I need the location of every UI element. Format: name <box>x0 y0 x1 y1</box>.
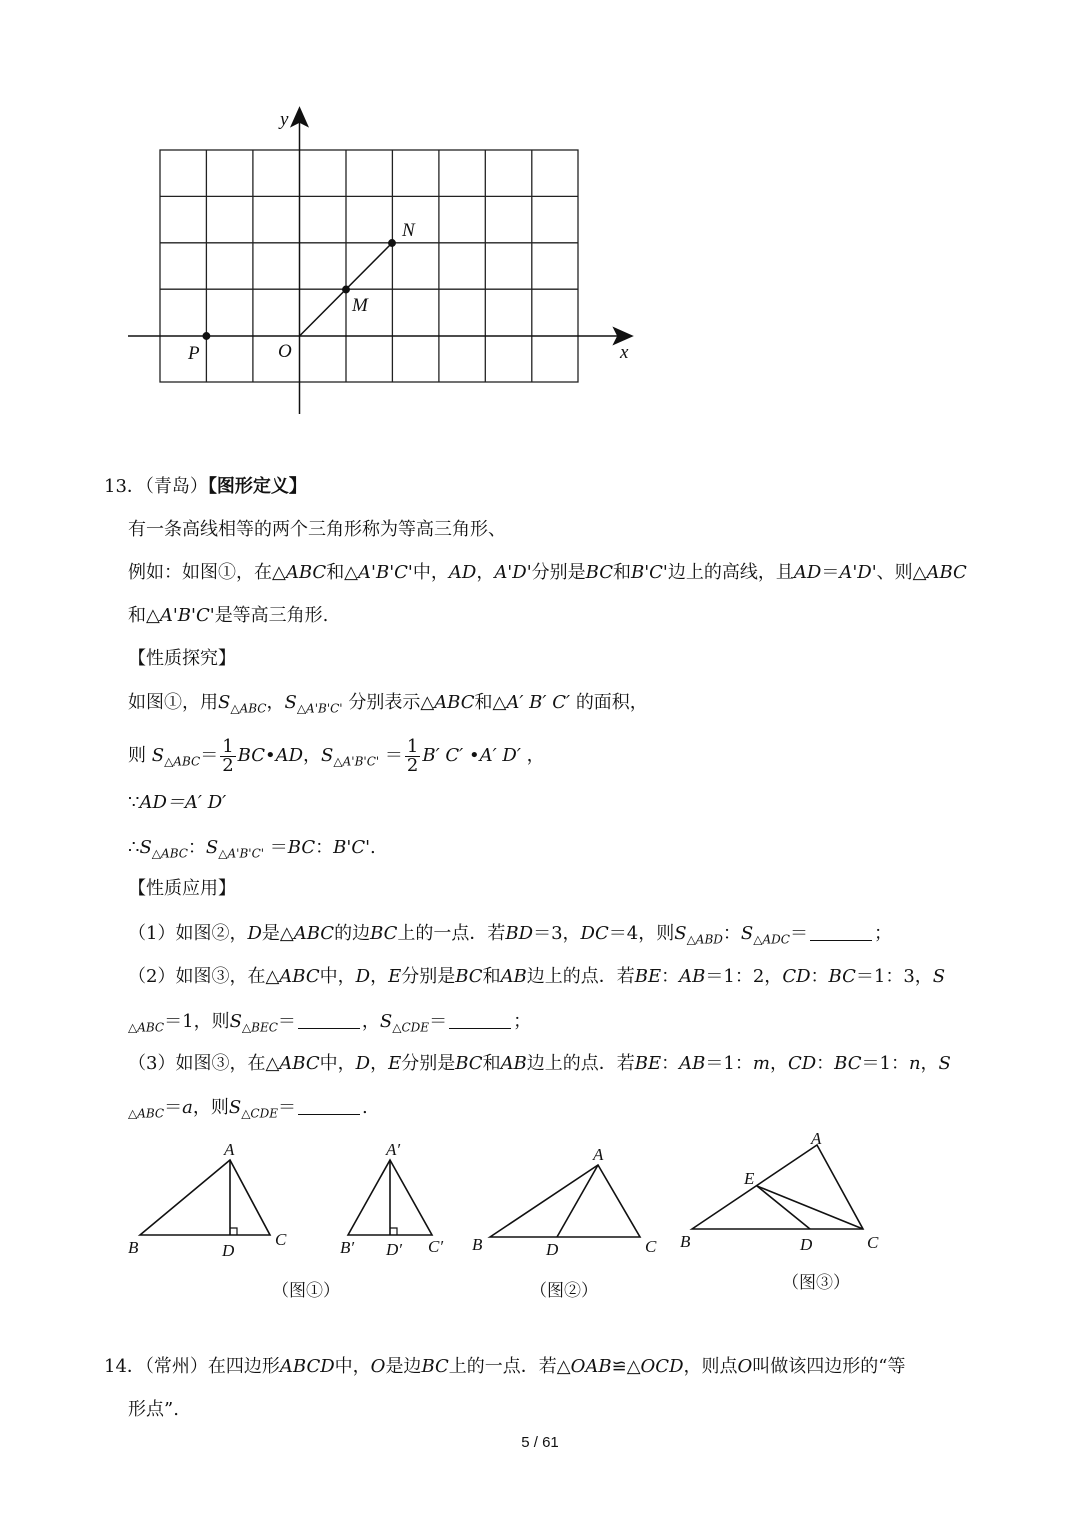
fraction-half: $\frac{1}{2}$ <box>222 735 234 776</box>
fig2-triangle <box>490 1165 640 1237</box>
q13-section-application: 【性质应用】 <box>128 878 236 899</box>
q13-because-line: ∵AD＝A′ D′ <box>128 792 227 813</box>
answer-blank-1[interactable] <box>810 924 872 941</box>
fig3-label-b: B <box>680 1232 691 1251</box>
fig2-label-c: C <box>645 1237 657 1256</box>
fig1-label-d: D <box>222 1241 235 1260</box>
answer-blank-4[interactable] <box>298 1098 360 1115</box>
fraction-half-2: $\frac{1}{2}$ <box>406 735 419 776</box>
label-m: M <box>352 295 368 316</box>
fig3-label-e: E <box>744 1169 755 1188</box>
q13-part2-line1: （2）如图③，在△ABC中，D，E分别是BC和AB边上的点．若BE：AB＝1：2，CD：BC＝1：3，S <box>128 966 946 987</box>
point-m <box>343 286 349 292</box>
q13-part1: （1）如图②，D是△ABC的边BC上的一点．若BD＝3，DC＝4，则$S_{\triangle ABD}$：$S_{\triangle ADC}=$ ； <box>128 923 892 947</box>
fig3-segment-ed <box>757 1186 810 1229</box>
fig1b-label-c: C′ <box>428 1237 444 1256</box>
fig2-label-b: B <box>472 1235 483 1254</box>
q13-heading: 13．（青岛）【图形定义】 <box>104 476 307 497</box>
label-x: x <box>620 342 629 363</box>
fig1-triangle <box>140 1160 270 1235</box>
fig3-segment-ec <box>757 1186 863 1229</box>
fig2-median <box>557 1165 598 1237</box>
fig1b-label-a: A′ <box>386 1140 401 1159</box>
q13-example-line1: 例如：如图①，在△ABC和△A'B'C'中，AD，A'D'分别是BC和B'C'边上的高线，且AD＝A'D'、则△ABC <box>128 562 967 583</box>
fig3-caption: （图③） <box>782 1273 850 1293</box>
triangle-figures <box>120 1125 900 1265</box>
q13-part3-line1: （3）如图③，在△ABC中，D，E分别是BC和AB边上的点．若BE：AB＝1：m，CD：BC＝1：n，S <box>128 1053 951 1074</box>
fig1-label-a: A <box>224 1140 235 1159</box>
q13-part2-line2: $_{\triangle ABC}$＝1，则$S_{\triangle BEC}=$ ，$S_{\triangle CDE}=$ ； <box>128 1011 532 1035</box>
fig3-triangle <box>692 1145 863 1229</box>
answer-blank-3[interactable] <box>449 1012 511 1029</box>
label-p: P <box>188 343 200 364</box>
q14-line2: 形点”. <box>128 1399 179 1420</box>
fig1b-label-d: D′ <box>386 1240 402 1259</box>
q13-example-line2: 和△A'B'C'是等高三角形. <box>128 605 329 626</box>
q13-property-line1: 如图①，用$S_{\triangle ABC}$，$S_{\triangle A'B'C'}$ 分别表示△ABC和△A′ B′ C′ 的面积， <box>128 692 648 716</box>
q13-section-property: 【性质探究】 <box>128 648 236 669</box>
page-number: 5 / 61 <box>521 1434 559 1451</box>
q13-definition: 有一条高线相等的两个三角形称为等高三角形、 <box>128 519 506 540</box>
fig3-label-a: A <box>811 1129 822 1148</box>
fig2-caption: （图②） <box>530 1281 598 1301</box>
fig1-caption: （图①） <box>272 1281 340 1301</box>
q14-line1: 14．（常州）在四边形ABCD中，O是边BC上的一点．若△OAB≌△OCD，则点O叫做该四边形的“等 <box>104 1356 906 1377</box>
answer-blank-2[interactable] <box>298 1012 360 1029</box>
label-y: y <box>280 109 289 130</box>
point-p <box>203 333 209 339</box>
fig1b-label-b: B′ <box>340 1238 355 1257</box>
fig1-label-b: B <box>128 1238 139 1257</box>
q13-part3-line2: $_{\triangle ABC}$＝a，则$S_{\triangle CDE}=$ . <box>128 1097 368 1121</box>
point-n <box>389 240 395 246</box>
label-o: O <box>278 341 292 362</box>
fig1-label-c: C <box>275 1230 287 1249</box>
fig1-right-angle <box>230 1228 237 1235</box>
coordinate-grid-figure <box>120 100 650 425</box>
fig3-label-c: C <box>867 1233 879 1252</box>
fig2-label-a: A <box>593 1145 604 1164</box>
fig2-label-d: D <box>546 1240 559 1259</box>
q13-property-formula: 则 $S_{\triangle ABC}=$ $\frac{1}{2}$ BC•AD，$S_{\triangle A'B'C'}$ ＝ $\frac{1}{2}$ B′ C′ •A′ D′ ， <box>128 735 545 776</box>
fig1b-right-angle <box>390 1228 397 1235</box>
label-n: N <box>402 220 415 241</box>
q13-therefore-line: $\therefore S_{\triangle ABC}$：$S_{\triangle A'B'C'} =BC$：B'C'. <box>128 837 376 861</box>
fig3-label-d: D <box>800 1235 813 1254</box>
